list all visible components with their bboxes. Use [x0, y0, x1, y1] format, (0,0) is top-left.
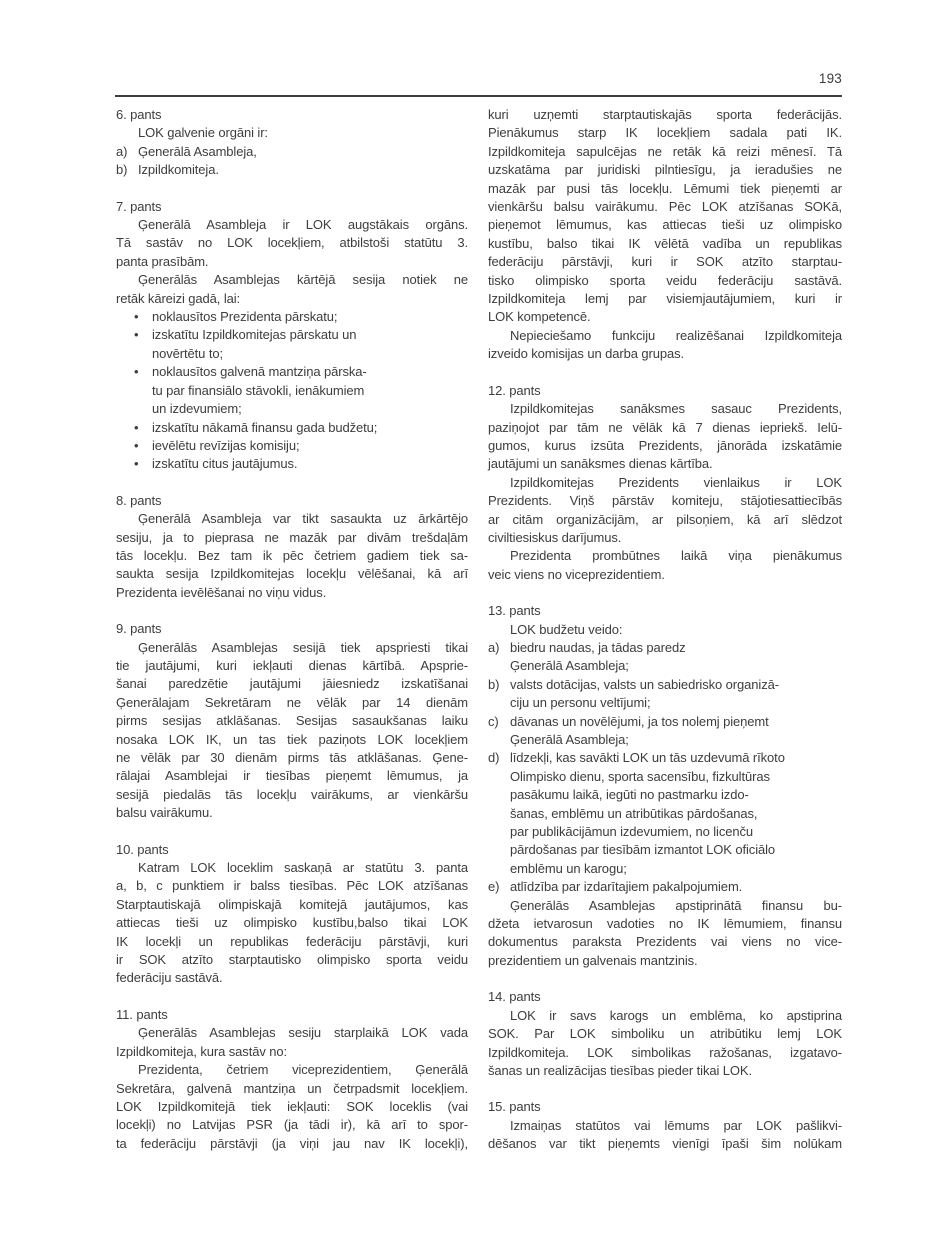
text-line: Ģenerālā Asambleja; [510, 658, 629, 674]
text-line: Izpildkomiteja lemj par visiemjautājumiem, kuri ir [488, 291, 842, 307]
text-line: Katram LOK loceklim saskaņā ar statūtu 3. panta [138, 860, 468, 876]
list-item [488, 749, 842, 878]
text-line: pasākumu laikā, iegūti no pastmarku izdo- [510, 787, 749, 803]
text-line: pieņemot lēmumus, kas attiecas tieši uz olimpisko [488, 217, 842, 233]
paragraph [116, 1061, 468, 1153]
text-line: šanai paredzētie jautājumi jāiesniedz izskatīšanai [116, 676, 468, 692]
bullet-item [116, 363, 468, 418]
bullet-icon: • [134, 419, 139, 435]
text-line: panta prasībām. [116, 253, 209, 269]
paragraph [488, 547, 842, 584]
text-line: ciju un personu veltījumi; [510, 695, 651, 711]
text-line: rālajai Asamblejai ir tiesības pieņemt lēmumus, ja [116, 768, 468, 784]
article-heading: 11. pants [116, 1006, 168, 1022]
article-heading: 9. pants [116, 621, 162, 637]
article-heading: 7. pants [116, 198, 162, 214]
text-line: Izpildkomiteja. LOK simbolikas ražošanas, izgatavo- [488, 1044, 842, 1060]
item-label: c) [488, 713, 499, 729]
list-item [488, 676, 842, 713]
item-label: b) [488, 676, 500, 692]
text-line: jautājumi un sanāksmes dienas kārtība. [488, 456, 713, 472]
text-line: federāciju sastāvā. [116, 970, 223, 986]
paragraph [116, 124, 468, 142]
text-line: balsu vairākumu. [116, 805, 213, 821]
text-line: izskatītu Izpildkomitejas pārskatu un [152, 327, 357, 343]
text-line: pārdošanas par tiesībām izmantot LOK oficiālo [510, 842, 776, 858]
text-line: ar citām organizācijām, ar pilsoņiem, kā arī slēdzot [488, 511, 842, 527]
text-line: Izpildkomitejas Prezidents vienlaikus ir LOK [510, 474, 842, 490]
text-line: Izpildkomitejas sanāksmes sasauc Prezidents, [510, 401, 842, 417]
text-line: noklausītos galvenā mantziņa pārska- [152, 364, 367, 380]
item-label: a) [488, 639, 500, 655]
text-line: Ģenerālās Asamblejas sesijā tiek apspriesti tikai [138, 639, 468, 655]
paragraph [116, 1024, 468, 1061]
text-line: SOK. Par LOK simboliku un atribūtiku lemj LOK [488, 1026, 842, 1042]
page-number: 193 [818, 71, 842, 86]
text-line: Sekretāra, galvenā mantziņa un četrpadsmit locekļiem. [116, 1080, 468, 1096]
text-line: veic viens no viceprezidentiem. [488, 566, 665, 582]
item-label: b) [116, 162, 128, 178]
article-heading: 14. pants [488, 989, 541, 1005]
bullet-item [116, 419, 468, 437]
text-line: Izpildkomiteja. [138, 162, 219, 178]
item-label: d) [488, 750, 500, 766]
text-line: Izpildkomiteja sapulcējas ne retāk kā reizi mēnesī. Tā [488, 143, 842, 159]
paragraph [116, 859, 468, 988]
text-line: Ģenerālajam Sekretāram ne vēlāk par 14 dienām [116, 694, 468, 710]
text-line: dokumentus paraksta Prezidents vai viens no vice- [488, 934, 842, 950]
paragraph [488, 1117, 842, 1154]
text-columns [116, 106, 842, 1154]
text-line: dēšanos var tikt pieņemts vienīgi īpaši šim nolūkam [488, 1136, 842, 1152]
text-line: tie jautājumi, kuri iekļauti dienas kārtībā. Apsprie- [116, 657, 468, 673]
text-line: Ģenerālās Asamblejas sesiju starplaikā LOK vada [138, 1025, 468, 1041]
paragraph [116, 510, 468, 602]
text-line: LOK Izpildkomitejā tiek iekļauti: SOK loceklis (vai [116, 1098, 468, 1114]
item-label: a) [116, 143, 128, 159]
text-line: Prezidenta ievēlēšanai no viņu vidus. [116, 584, 327, 600]
bullet-icon: • [134, 327, 139, 343]
article-heading: 15. pants [488, 1099, 541, 1115]
paragraph [488, 897, 842, 971]
text-line: Tā sastāv no LOK locekļiem, atbilstoši statūtu 3. [116, 235, 468, 251]
text-line: attiecas tieši uz olimpisko kustību,balso tikai LOK [116, 915, 468, 931]
bullet-icon: • [134, 456, 139, 472]
text-line: LOK kompetencē. [488, 309, 591, 325]
text-line: tu par finansiālo stāvokli, ienākumiem [152, 382, 365, 398]
paragraph [488, 621, 842, 639]
text-line: tās locekļu. Bez tam ik pēc četriem gadiem tiek sa- [116, 547, 468, 563]
article-heading: 8. pants [116, 492, 162, 508]
header-rule [115, 95, 842, 97]
text-line: uzskatāma par juridiski pilntiesīgu, ja ieradušies ne [488, 162, 842, 178]
text-line: un izdevumiem; [152, 401, 242, 417]
text-line: Nepieciešamo funkciju realizēšanai Izpildkomiteja [510, 327, 842, 343]
text-line: izskatītu nākamā finansu gada budžetu; [152, 419, 378, 435]
text-line: par publikācijāmun izdevumiem, no licenču [510, 824, 754, 840]
text-line: Ģenerālās Asamblejas apstiprinātā finansu bu- [510, 897, 842, 913]
text-line: sesiju, ja to pieprasa ne mazāk par divām trešdaļām [116, 529, 468, 545]
text-line: Prezidenta, četriem viceprezidentiem, Ģenerālā [138, 1062, 468, 1078]
text-line: noklausītos Prezidenta pārskatu; [152, 309, 338, 325]
list-item [116, 161, 468, 179]
text-line: novērtētu to; [152, 345, 223, 361]
paragraph [116, 271, 468, 308]
text-line: atlīdzība par izdarītajiem pakalpojumiem. [510, 879, 743, 895]
bullet-item [116, 455, 468, 473]
text-line: Starptautiskajā olimpiskajā komitejā jautājumos, kas [116, 896, 468, 912]
article-heading: 6. pants [116, 107, 162, 122]
text-line: Pienākumus starp IK locekļiem sadala pati IK. [488, 125, 842, 141]
bullet-icon: • [134, 364, 139, 380]
text-line: retāk kāreizi gadā, lai: [116, 290, 241, 306]
text-line: locekļi) no Latvijas PSR (ja tādi ir), kā arī to spor- [116, 1117, 468, 1133]
article-heading: 12. pants [488, 382, 541, 398]
text-line: ta federāciju pārstāvji (ja viņi jau nav IK locekļi), [116, 1135, 468, 1151]
text-line: ievēlētu revīzijas komisiju; [152, 437, 300, 453]
paragraph [488, 327, 842, 364]
list-item [488, 639, 842, 676]
text-line: saukta sesija Izpildkomitejas locekļu vēlēšanai, kā arī [116, 566, 468, 582]
text-line: Ģenerālā Asambleja; [510, 732, 629, 747]
text-line: dāvanas un novēlējumi, ja tos nolemj pieņemt [510, 713, 769, 729]
bullet-icon: • [134, 437, 139, 453]
text-line: federāciju pārstāvji, kuri ir SOK atzīto starptau- [488, 254, 842, 270]
text-line: vienkāršu balsu vairākumu. Pēc LOK atzīšanas SOKā, [488, 199, 842, 215]
text-line: gumos, kurus izsūta Prezidents, jānorāda izskatāmie [488, 437, 842, 453]
bullet-icon: • [134, 309, 139, 325]
text-line: prezidentiem un galvenais mantzinis. [488, 952, 698, 968]
text-line: Ģenerālā Asambleja ir LOK augstākais orgāns. [138, 217, 468, 233]
text-line: Prezidents. Viņš pārstāv komiteju, stājotiesattiecībās [488, 493, 842, 509]
text-line: LOK ir savs karogs un emblēma, ko apstiprina [510, 1007, 842, 1023]
text-line: ir SOK atzīto starptautisko olimpisko sporta veidu [116, 952, 468, 968]
paragraph [116, 639, 468, 823]
text-line: Ģenerālā Asambleja, [138, 143, 257, 159]
text-line: kustību, balso tikai IK vēlētā vadība un republikas [488, 235, 842, 251]
list-item [116, 143, 468, 161]
text-line: valsts dotācijas, valsts un sabiedrisko organizā- [510, 676, 779, 692]
text-line: Ģenerālā Asambleja var tikt sasaukta uz ārkārtējo [138, 511, 468, 527]
text-line: nosaka LOK IK, un tas tiek paziņots LOK locekļiem [116, 731, 468, 747]
text-line: šanas un realizācijas tiesības pieder tikai LOK. [488, 1062, 753, 1078]
text-line: LOK budžetu veido: [510, 621, 623, 637]
bullet-item [116, 437, 468, 455]
text-line: tisko olimpisko sporta veidu federāciju sastāvā. [488, 272, 842, 288]
text-line: Olimpisko dienu, sporta sacensību, fizkultūras [510, 768, 770, 784]
paragraph [116, 216, 468, 271]
paragraph [488, 1007, 842, 1081]
text-line: mazāk par pusi tās locekļu. Lēmumi tiek pieņemti ar [488, 180, 842, 196]
text-line: Ģenerālās Asamblejas kārtējā sesija notiek ne [138, 272, 468, 288]
bullet-item [116, 326, 468, 363]
left-column [116, 106, 468, 1154]
text-line: civiltiesiskus darījumus. [488, 529, 622, 545]
right-column [488, 106, 842, 1154]
item-label: e) [488, 879, 500, 895]
paragraph [488, 106, 842, 327]
text-line: paziņojot par tām ne vēlāk kā 7 dienas iepriekš. Ielū- [488, 419, 842, 435]
text-line: džeta ietvarosun vadoties no IK lēmumiem, finansu [488, 916, 842, 932]
text-line: izveido komisijas un darba grupas. [488, 346, 685, 362]
text-line: LOK galvenie orgāni ir: [138, 125, 268, 141]
text-line: kuri uzņemti starptautiskajās sporta federācijās. [488, 107, 842, 122]
list-item [488, 878, 842, 896]
list-item [488, 713, 842, 750]
text-line: šanas, emblēmu un atribūtikas pārdošanas, [510, 805, 758, 821]
paragraph [488, 474, 842, 548]
text-line: pirms sesijas atklāšanas. Sesijas sasaukšanas laiku [116, 713, 468, 729]
article-heading: 10. pants [116, 841, 169, 857]
text-line: izskatītu citus jautājumus. [152, 456, 298, 472]
text-line: Izmaiņas statūtos vai lēmums par LOK pašlikvi- [510, 1117, 842, 1133]
text-line: līdzekļi, kas savākti LOK un tās uzdevumā rīkoto [510, 750, 785, 766]
text-line: IK locekļi un republikas federāciju pārstāvji, kuri [116, 933, 468, 949]
text-line: Prezidenta prombūtnes laikā viņa pienākumus [510, 548, 842, 564]
text-line: emblēmu un karogu; [510, 860, 627, 876]
paragraph [488, 400, 842, 474]
text-line: a, b, c punktiem ir balss tiesības. Pēc LOK atzīšanas [116, 878, 468, 894]
text-line: Izpildkomiteja, kura sastāv no: [116, 1043, 288, 1059]
text-line: biedru naudas, ja tādas paredz [510, 639, 686, 655]
text-line: sesijā piedalās tās locekļu vairākums, ar vienkāršu [116, 786, 468, 802]
article-heading: 13. pants [488, 603, 541, 619]
text-line: ne vēlāk par 30 dienām pirms tās atklāšanas. Ģene- [116, 750, 468, 765]
bullet-item [116, 308, 468, 326]
